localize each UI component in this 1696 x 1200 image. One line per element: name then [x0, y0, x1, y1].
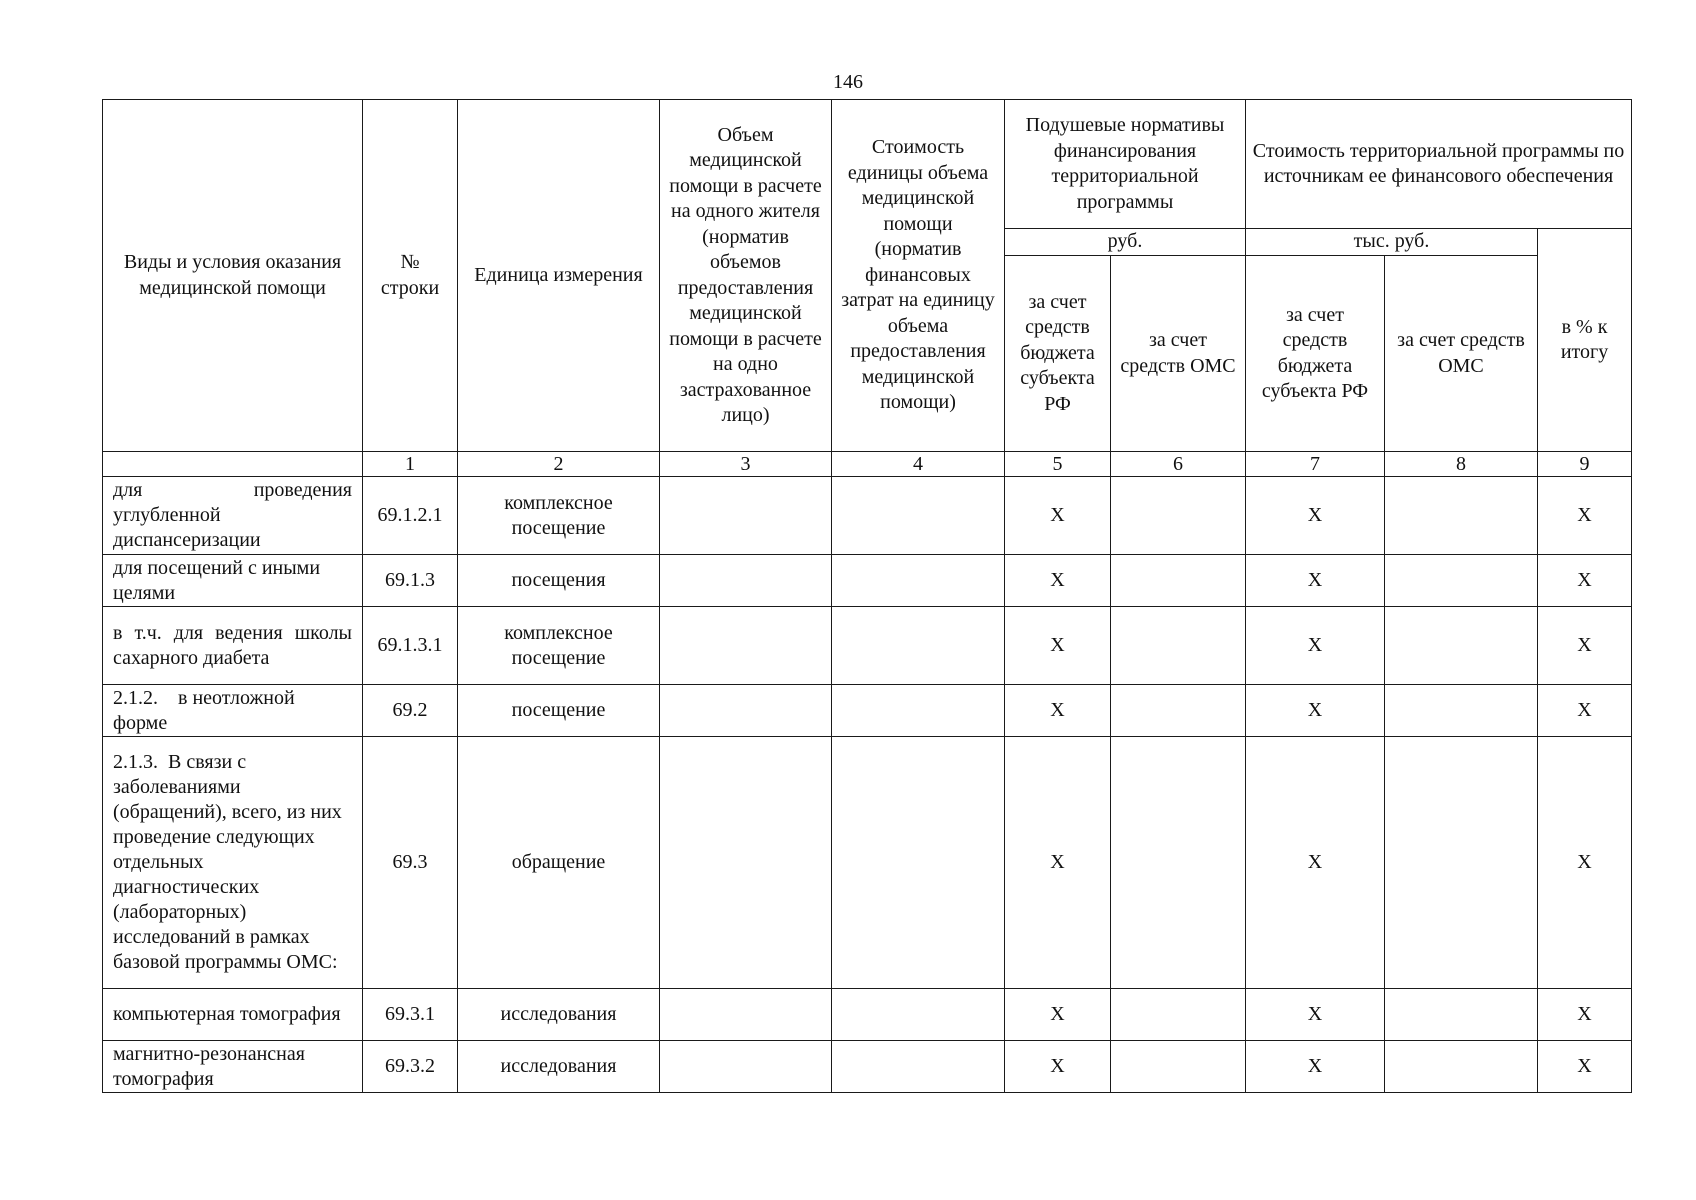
row-volume [660, 555, 832, 607]
row-c5: X [1005, 555, 1111, 607]
row-kind: для посещений с иными целями [103, 555, 363, 607]
row-c7: X [1246, 607, 1385, 685]
row-c7: X [1246, 555, 1385, 607]
row-c9: X [1538, 685, 1632, 737]
header-oms-6: за счет средств ОМС [1111, 256, 1246, 452]
table-row [103, 1041, 1632, 1093]
header-budget-subject-5: за счет средств бюджета субъекта РФ [1005, 256, 1111, 452]
row-c5: X [1005, 1041, 1111, 1093]
row-c5: X [1005, 477, 1111, 555]
header-percent-total: в % к итогу [1538, 229, 1632, 452]
row-number: 69.2 [363, 685, 458, 737]
row-c9: X [1538, 1041, 1632, 1093]
row-c8 [1385, 737, 1538, 989]
row-unit: исследования [458, 1041, 660, 1093]
row-c7: X [1246, 737, 1385, 989]
row-kind: для проведения углубленной диспансеризации [103, 477, 363, 555]
row-volume [660, 989, 832, 1041]
row-number: 69.3.2 [363, 1041, 458, 1093]
row-number: 69.1.2.1 [363, 477, 458, 555]
row-cost [832, 607, 1005, 685]
column-number [103, 452, 363, 477]
row-c7: X [1246, 685, 1385, 737]
row-kind: магнитно-резонансная томография [103, 1041, 363, 1093]
row-volume [660, 607, 832, 685]
row-c6 [1111, 555, 1246, 607]
row-c9: X [1538, 555, 1632, 607]
column-number: 1 [363, 452, 458, 477]
column-number: 6 [1111, 452, 1246, 477]
row-unit: посещение [458, 685, 660, 737]
row-c8 [1385, 1041, 1538, 1093]
row-number: 69.1.3.1 [363, 607, 458, 685]
row-c5: X [1005, 685, 1111, 737]
row-unit: обращение [458, 737, 660, 989]
row-kind: 2.1.3. В связи с заболеваниями (обращений), всего, из них проведение следующих отдельных диагностических (лабораторных) исследований в рамках базовой программы ОМС: [103, 737, 363, 989]
column-number: 9 [1538, 452, 1632, 477]
table-row [103, 607, 1632, 685]
row-c9: X [1538, 737, 1632, 989]
row-c8 [1385, 989, 1538, 1041]
page-number: 146 [833, 71, 863, 93]
row-number: 69.3 [363, 737, 458, 989]
column-number: 5 [1005, 452, 1111, 477]
table-row [103, 477, 1632, 555]
header-kind: Виды и условия оказания медицинской помощи [103, 100, 363, 452]
header-unit: Единица измерения [458, 100, 660, 452]
row-cost [832, 555, 1005, 607]
row-c8 [1385, 607, 1538, 685]
table-row [103, 685, 1632, 737]
row-unit: исследования [458, 989, 660, 1041]
header-territorial-group: Стоимость территориальной программы по источникам ее финансового обеспечения [1246, 100, 1632, 229]
row-volume [660, 737, 832, 989]
column-number: 7 [1246, 452, 1385, 477]
row-c6 [1111, 477, 1246, 555]
row-cost [832, 477, 1005, 555]
column-number: 4 [832, 452, 1005, 477]
row-volume [660, 685, 832, 737]
row-c6 [1111, 737, 1246, 989]
row-number: 69.3.1 [363, 989, 458, 1041]
row-c8 [1385, 477, 1538, 555]
row-cost [832, 989, 1005, 1041]
table-row [103, 989, 1632, 1041]
row-c5: X [1005, 989, 1111, 1041]
financing-table [102, 99, 1632, 1093]
row-c6 [1111, 607, 1246, 685]
row-kind: 2.1.2. в неотложной форме [103, 685, 363, 737]
row-unit: комплексное посещение [458, 607, 660, 685]
row-volume [660, 1041, 832, 1093]
header-cost: Стоимость единицы объема медицинской помощи (норматив финансовых затрат на единицу объема предоставления медицинской помощи) [832, 100, 1005, 452]
row-unit: комплексное посещение [458, 477, 660, 555]
row-c6 [1111, 685, 1246, 737]
header-budget-subject-7: за счет средств бюджета субъекта РФ [1246, 256, 1385, 452]
header-unit-rub: руб. [1005, 229, 1246, 256]
row-c6 [1111, 989, 1246, 1041]
row-unit: посещения [458, 555, 660, 607]
row-c9: X [1538, 607, 1632, 685]
row-cost [832, 737, 1005, 989]
row-c9: X [1538, 477, 1632, 555]
row-cost [832, 1041, 1005, 1093]
column-number: 8 [1385, 452, 1538, 477]
column-number: 2 [458, 452, 660, 477]
table-row [103, 555, 1632, 607]
row-c8 [1385, 555, 1538, 607]
row-cost [832, 685, 1005, 737]
header-volume: Объем медицинской помощи в расчете на одного жителя (норматив объемов предоставления медицинской помощи в расчете на одно застрахованное лицо) [660, 100, 832, 452]
row-kind: компьютерная томография [103, 989, 363, 1041]
row-c8 [1385, 685, 1538, 737]
row-number: 69.1.3 [363, 555, 458, 607]
header-percapita-group: Подушевые нормативы финансирования территориальной программы [1005, 100, 1246, 229]
header-row-number: № строки [363, 100, 458, 452]
row-c6 [1111, 1041, 1246, 1093]
header-oms-8: за счет средств ОМС [1385, 256, 1538, 452]
row-c5: X [1005, 737, 1111, 989]
column-number: 3 [660, 452, 832, 477]
row-c9: X [1538, 989, 1632, 1041]
column-numbers-row [103, 452, 1632, 477]
table-row [103, 737, 1632, 989]
row-volume [660, 477, 832, 555]
row-c7: X [1246, 1041, 1385, 1093]
header-unit-thousand-rub: тыс. руб. [1246, 229, 1538, 256]
row-c7: X [1246, 989, 1385, 1041]
row-c5: X [1005, 607, 1111, 685]
row-c7: X [1246, 477, 1385, 555]
row-kind: в т.ч. для ведения школы сахарного диабета [103, 607, 363, 685]
